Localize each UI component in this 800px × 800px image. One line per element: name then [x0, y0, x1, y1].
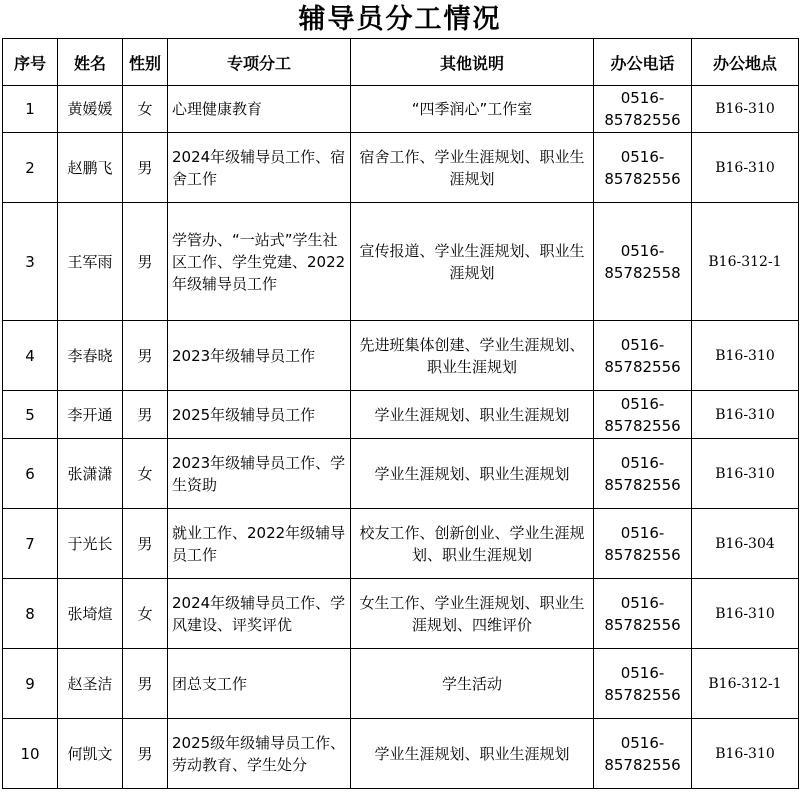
cell-notes: 女生工作、学业生涯规划、职业生涯规划、四维评价 — [351, 579, 594, 649]
table-row — [3, 133, 799, 203]
cell-duty: 团总支工作 — [168, 649, 351, 719]
cell-name: 于光长 — [58, 509, 123, 579]
table-row — [3, 649, 799, 719]
cell-name: 何凯文 — [58, 719, 123, 789]
cell-notes: “四季润心”工作室 — [351, 86, 594, 133]
header-location: 办公地点 — [692, 39, 799, 86]
cell-phone: 0516-85782558 — [594, 203, 692, 321]
table-row — [3, 439, 799, 509]
table-row — [3, 203, 799, 321]
cell-index: 3 — [3, 203, 58, 321]
cell-name: 黄媛媛 — [58, 86, 123, 133]
cell-notes: 学生活动 — [351, 649, 594, 719]
cell-name: 赵圣洁 — [58, 649, 123, 719]
cell-notes: 宿舍工作、学业生涯规划、职业生涯规划 — [351, 133, 594, 203]
cell-duty: 2025级年级辅导员工作、劳动教育、学生处分 — [168, 719, 351, 789]
cell-name: 张潇潇 — [58, 439, 123, 509]
cell-location: B16-310 — [692, 133, 799, 203]
cell-gender: 男 — [123, 649, 168, 719]
table-row — [3, 321, 799, 391]
cell-phone: 0516-85782556 — [594, 439, 692, 509]
cell-phone: 0516-85782556 — [594, 391, 692, 439]
cell-gender: 女 — [123, 579, 168, 649]
cell-index: 8 — [3, 579, 58, 649]
header-index: 序号 — [3, 39, 58, 86]
cell-index: 5 — [3, 391, 58, 439]
cell-location: B16-310 — [692, 391, 799, 439]
cell-duty: 2023年级辅导员工作、学生资助 — [168, 439, 351, 509]
cell-gender: 男 — [123, 321, 168, 391]
cell-index: 2 — [3, 133, 58, 203]
cell-location: B16-310 — [692, 439, 799, 509]
cell-name: 李春晓 — [58, 321, 123, 391]
cell-index: 1 — [3, 86, 58, 133]
cell-index: 9 — [3, 649, 58, 719]
cell-gender: 男 — [123, 719, 168, 789]
cell-phone: 0516-85782556 — [594, 719, 692, 789]
cell-name: 张埼煊 — [58, 579, 123, 649]
table-body — [3, 86, 799, 789]
cell-name: 李开通 — [58, 391, 123, 439]
header-phone: 办公电话 — [594, 39, 692, 86]
cell-index: 7 — [3, 509, 58, 579]
cell-gender: 男 — [123, 203, 168, 321]
table-row — [3, 509, 799, 579]
cell-phone: 0516-85782556 — [594, 509, 692, 579]
cell-notes: 校友工作、创新创业、学业生涯规划、职业生涯规划 — [351, 509, 594, 579]
table-row — [3, 719, 799, 789]
cell-duty: 2024年级辅导员工作、宿舍工作 — [168, 133, 351, 203]
cell-location: B16-312-1 — [692, 649, 799, 719]
cell-location: B16-312-1 — [692, 203, 799, 321]
cell-location: B16-310 — [692, 321, 799, 391]
table-row — [3, 579, 799, 649]
cell-gender: 女 — [123, 439, 168, 509]
header-name: 姓名 — [58, 39, 123, 86]
cell-notes: 学业生涯规划、职业生涯规划 — [351, 391, 594, 439]
page-title: 辅导员分工情况 — [298, 4, 502, 35]
cell-location: B16-310 — [692, 719, 799, 789]
table-row — [3, 391, 799, 439]
cell-duty: 学管办、“一站式”学生社区工作、学生党建、2022年级辅导员工作 — [168, 203, 351, 321]
cell-duty: 2025年级辅导员工作 — [168, 391, 351, 439]
cell-gender: 女 — [123, 86, 168, 133]
table-header-row — [3, 39, 799, 86]
cell-phone: 0516-85782556 — [594, 649, 692, 719]
cell-location: B16-310 — [692, 579, 799, 649]
cell-duty: 心理健康教育 — [168, 86, 351, 133]
cell-location: B16-304 — [692, 509, 799, 579]
cell-phone: 0516-85782556 — [594, 579, 692, 649]
staff-table — [2, 38, 799, 789]
cell-duty: 就业工作、2022年级辅导员工作 — [168, 509, 351, 579]
cell-phone: 0516-85782556 — [594, 86, 692, 133]
cell-gender: 男 — [123, 391, 168, 439]
header-gender: 性别 — [123, 39, 168, 86]
header-duty: 专项分工 — [168, 39, 351, 86]
cell-duty: 2023年级辅导员工作 — [168, 321, 351, 391]
cell-gender: 男 — [123, 133, 168, 203]
cell-notes: 学业生涯规划、职业生涯规划 — [351, 719, 594, 789]
cell-notes: 先进班集体创建、学业生涯规划、职业生涯规划 — [351, 321, 594, 391]
cell-index: 4 — [3, 321, 58, 391]
cell-index: 10 — [3, 719, 58, 789]
cell-name: 赵鹏飞 — [58, 133, 123, 203]
cell-phone: 0516-85782556 — [594, 321, 692, 391]
cell-notes: 学业生涯规划、职业生涯规划 — [351, 439, 594, 509]
cell-phone: 0516-85782556 — [594, 133, 692, 203]
cell-gender: 男 — [123, 509, 168, 579]
cell-location: B16-310 — [692, 86, 799, 133]
cell-name: 王军雨 — [58, 203, 123, 321]
cell-notes: 宣传报道、学业生涯规划、职业生涯规划 — [351, 203, 594, 321]
table-row — [3, 86, 799, 133]
header-notes: 其他说明 — [351, 39, 594, 86]
cell-index: 6 — [3, 439, 58, 509]
cell-duty: 2024年级辅导员工作、学风建设、评奖评优 — [168, 579, 351, 649]
